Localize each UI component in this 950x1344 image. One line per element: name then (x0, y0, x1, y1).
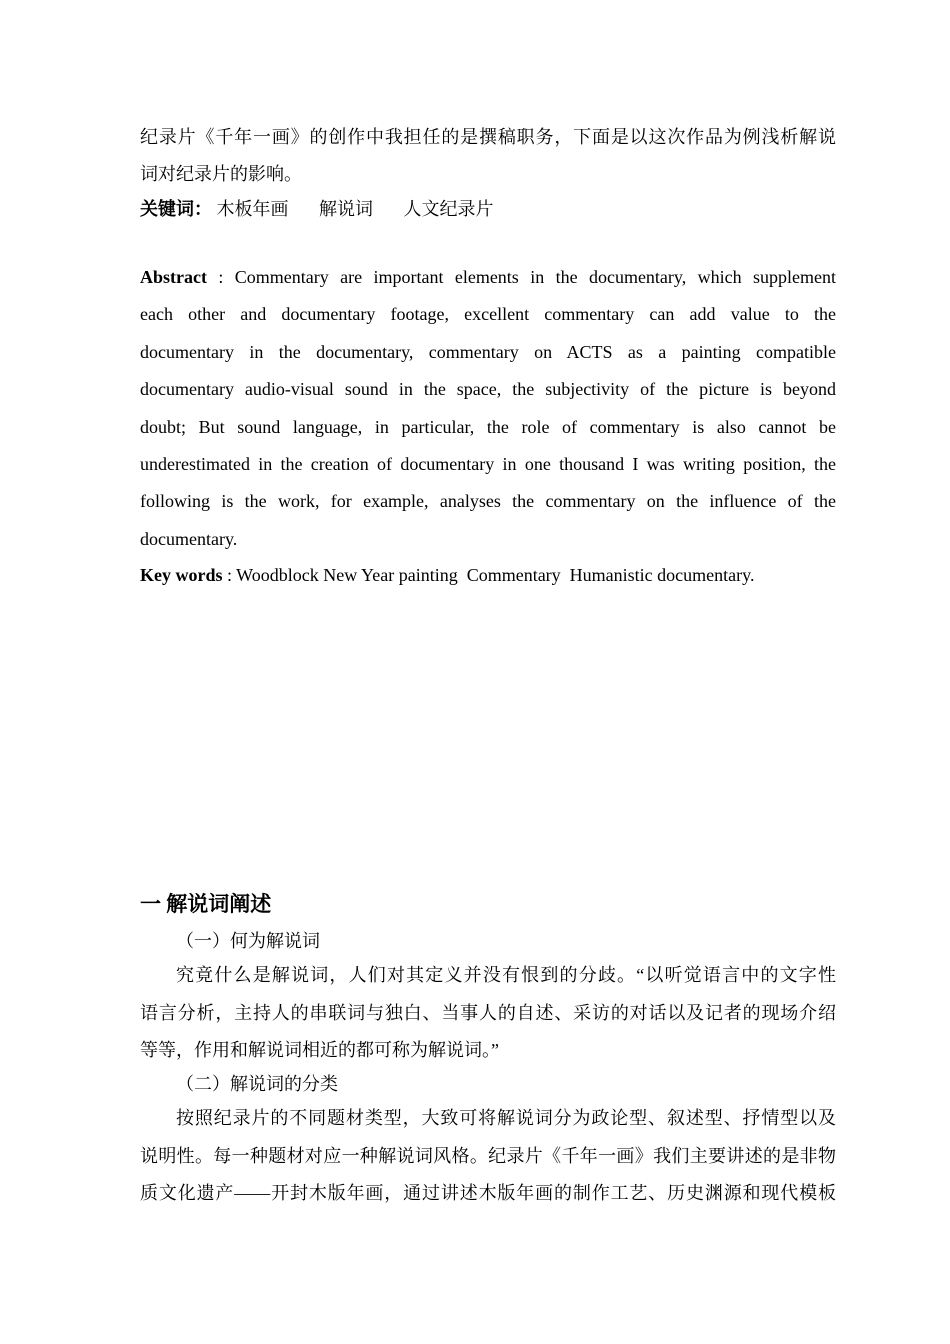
paragraph-line: 究竟什么是解说词，人们对其定义并没有恨到的分歧。“以听觉语言中的文字性 (176, 965, 836, 985)
intro-line: 词对纪录片的影响。 (140, 164, 302, 184)
subheading: （二）解说词的分类 (176, 1074, 338, 1094)
abstract-line: doubt; But sound language, in particular, the role of commentary is also cannot be (140, 417, 836, 437)
intro-line: 纪录片《千年一画》的创作中我担任的是撰稿职务，下面是以这次作品为例浅析解说 (140, 127, 836, 147)
keywords-en-text: : Woodblock New Year painting Commentary Humanistic documentary. (222, 565, 755, 585)
abstract-line: documentary in the documentary, commentary on ACTS as a painting compatible (140, 342, 836, 362)
keywords-cn (140, 197, 836, 221)
paragraph-line: 按照纪录片的不同题材类型，大致可将解说词分为政论型、叙述型、抒情型以及 (176, 1108, 836, 1128)
keyword: 解说词 (319, 199, 373, 219)
abstract-line (140, 265, 836, 289)
subheading: （一）何为解说词 (176, 931, 320, 951)
abstract-line: each other and documentary footage, excellent commentary can add value to the (140, 304, 836, 324)
paragraph-line: 等等，作用和解说词相近的都可称为解说词。” (140, 1040, 499, 1060)
section-heading: 一 解说词阐述 (140, 892, 272, 916)
paragraph-line: 语言分析，主持人的串联词与独白、当事人的自述、采访的对话以及记者的现场介绍 (140, 1003, 836, 1023)
paragraph-line: 说明性。每一种题材对应一种解说词风格。纪录片《千年一画》我们主要讲述的是非物 (140, 1146, 836, 1166)
abstract-line: documentary audio-visual sound in the space, the subjectivity of the picture is beyond (140, 379, 836, 399)
abstract-line: following is the work, for example, analyses the commentary on the influence of the (140, 491, 836, 511)
abstract-label: Abstract (140, 267, 207, 287)
keywords-en-label: Key words (140, 565, 223, 585)
abstract-line: underestimated in the creation of documentary in one thousand I was writing position, the (140, 454, 836, 474)
keyword: 人文纪录片 (403, 199, 494, 219)
keywords-cn-label: 关键词： (140, 199, 212, 219)
abstract-text: : Commentary are important elements in the documentary, which supplement (206, 267, 836, 287)
abstract-line: documentary. (140, 529, 238, 549)
keywords-en (140, 563, 836, 587)
keyword: 木板年画 (216, 199, 289, 219)
paragraph-line: 质文化遗产——开封木版年画，通过讲述木版年画的制作工艺、历史渊源和现代模板 (140, 1183, 836, 1203)
